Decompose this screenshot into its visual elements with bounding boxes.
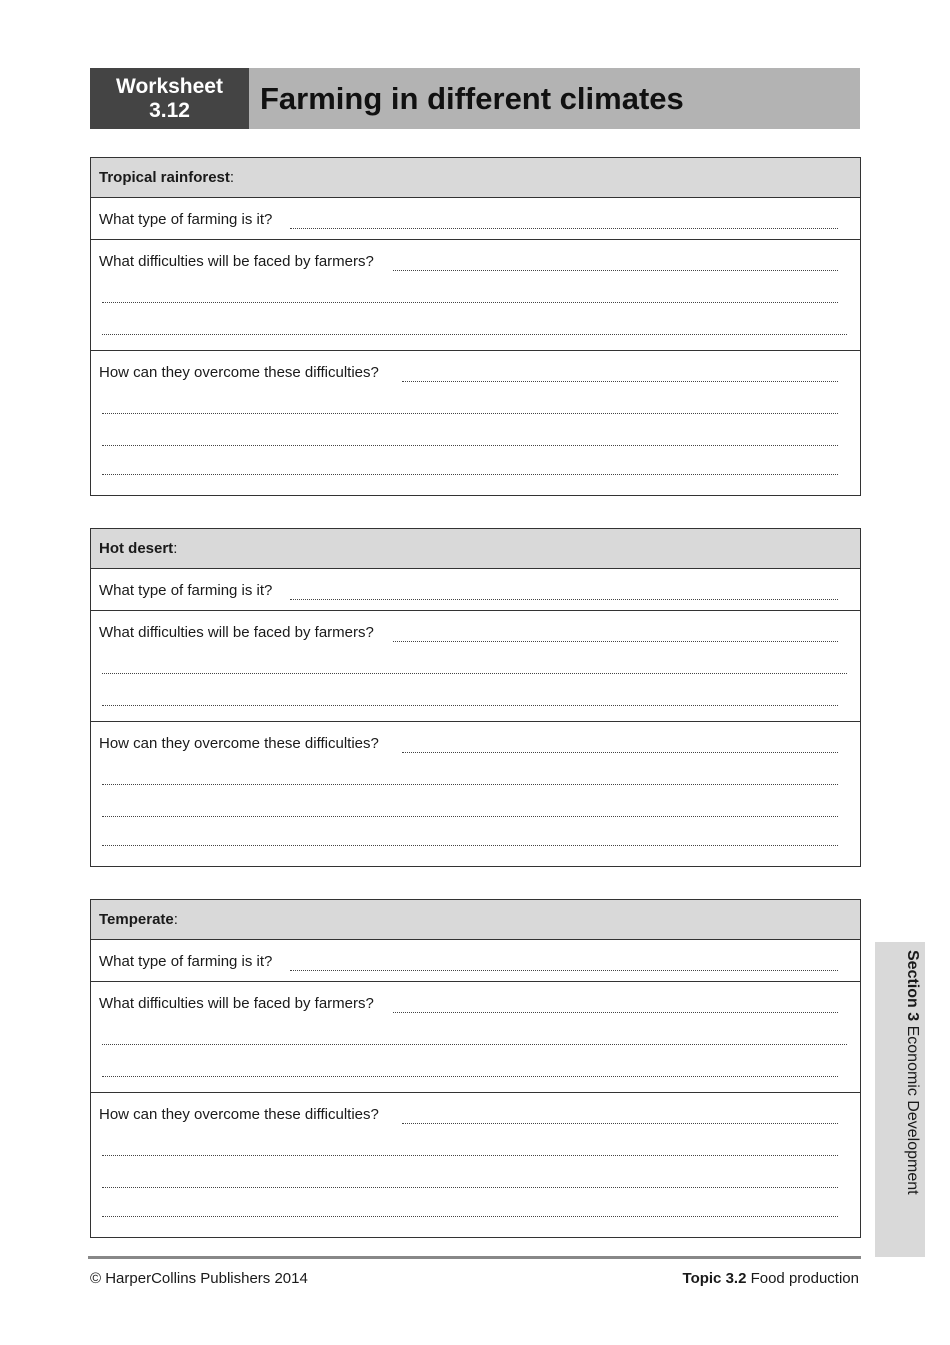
overcome-question: How can they overcome these difficulties? — [99, 1106, 379, 1123]
section-name: Hot desert — [99, 540, 174, 557]
section-name: Tropical rainforest — [99, 169, 230, 186]
answer-line[interactable] — [393, 641, 838, 642]
answer-line[interactable] — [393, 270, 838, 271]
section-heading — [91, 900, 860, 940]
worksheet-header — [90, 68, 860, 129]
section-side-text — [878, 950, 922, 1250]
answer-line[interactable] — [102, 474, 838, 475]
worksheet-number: 3.12 — [149, 98, 190, 122]
overcome-row — [91, 1093, 860, 1237]
difficulties-row — [91, 611, 860, 722]
overcome-row — [91, 351, 860, 495]
difficulties-row — [91, 240, 860, 351]
answer-line[interactable] — [402, 381, 838, 382]
answer-line[interactable] — [402, 1123, 838, 1124]
footer-topic — [683, 1270, 859, 1287]
overcome-row — [91, 722, 860, 866]
side-section-label: Section 3 — [904, 950, 921, 1022]
section-heading — [91, 529, 860, 569]
answer-line[interactable] — [102, 302, 838, 303]
answer-line[interactable] — [102, 1044, 847, 1045]
answer-line[interactable] — [393, 1012, 838, 1013]
topic-label: Topic 3.2 — [682, 1270, 747, 1287]
answer-line[interactable] — [102, 334, 847, 335]
difficulties-row — [91, 982, 860, 1093]
worksheet-label: Worksheet — [116, 74, 223, 98]
answer-line[interactable] — [290, 228, 838, 229]
side-subject-label: Economic Development — [904, 1025, 921, 1195]
section-name: Temperate — [99, 911, 174, 928]
answer-line[interactable] — [102, 1076, 838, 1077]
farming-type-question: What type of farming is it? — [99, 953, 273, 970]
copyright-notice: © HarperCollins Publishers 2014 — [90, 1270, 308, 1287]
answer-line[interactable] — [102, 1216, 838, 1217]
answer-line[interactable] — [102, 1187, 838, 1188]
answer-line[interactable] — [102, 413, 838, 414]
answer-line[interactable] — [102, 816, 838, 817]
farming-type-row — [91, 569, 860, 611]
section-temperate — [90, 899, 861, 1238]
footer-divider — [88, 1256, 861, 1259]
topic-name: Food production — [746, 1270, 859, 1287]
answer-line[interactable] — [102, 1155, 838, 1156]
section-suffix: : — [173, 911, 178, 928]
answer-line[interactable] — [102, 445, 838, 446]
farming-type-question: What type of farming is it? — [99, 211, 273, 228]
farming-type-row — [91, 198, 860, 240]
answer-line[interactable] — [102, 845, 838, 846]
farming-type-question: What type of farming is it? — [99, 582, 273, 599]
section-suffix: : — [173, 540, 178, 557]
farming-type-row — [91, 940, 860, 982]
answer-line[interactable] — [290, 599, 838, 600]
overcome-question: How can they overcome these difficulties? — [99, 735, 379, 752]
difficulties-question: What difficulties will be faced by farmers? — [99, 253, 374, 270]
overcome-question: How can they overcome these difficulties? — [99, 364, 379, 381]
section-heading — [91, 158, 860, 198]
worksheet-badge — [90, 68, 249, 129]
answer-line[interactable] — [102, 673, 847, 674]
page-title-bar — [249, 68, 860, 129]
answer-line[interactable] — [102, 784, 838, 785]
difficulties-question: What difficulties will be faced by farmers? — [99, 624, 374, 641]
answer-line[interactable] — [402, 752, 838, 753]
answer-line[interactable] — [102, 705, 838, 706]
answer-line[interactable] — [290, 970, 838, 971]
difficulties-question: What difficulties will be faced by farmers? — [99, 995, 374, 1012]
section-tropical-rainforest — [90, 157, 861, 496]
section-hot-desert — [90, 528, 861, 867]
section-suffix: : — [229, 169, 235, 186]
page-title: Farming in different climates — [260, 80, 684, 116]
